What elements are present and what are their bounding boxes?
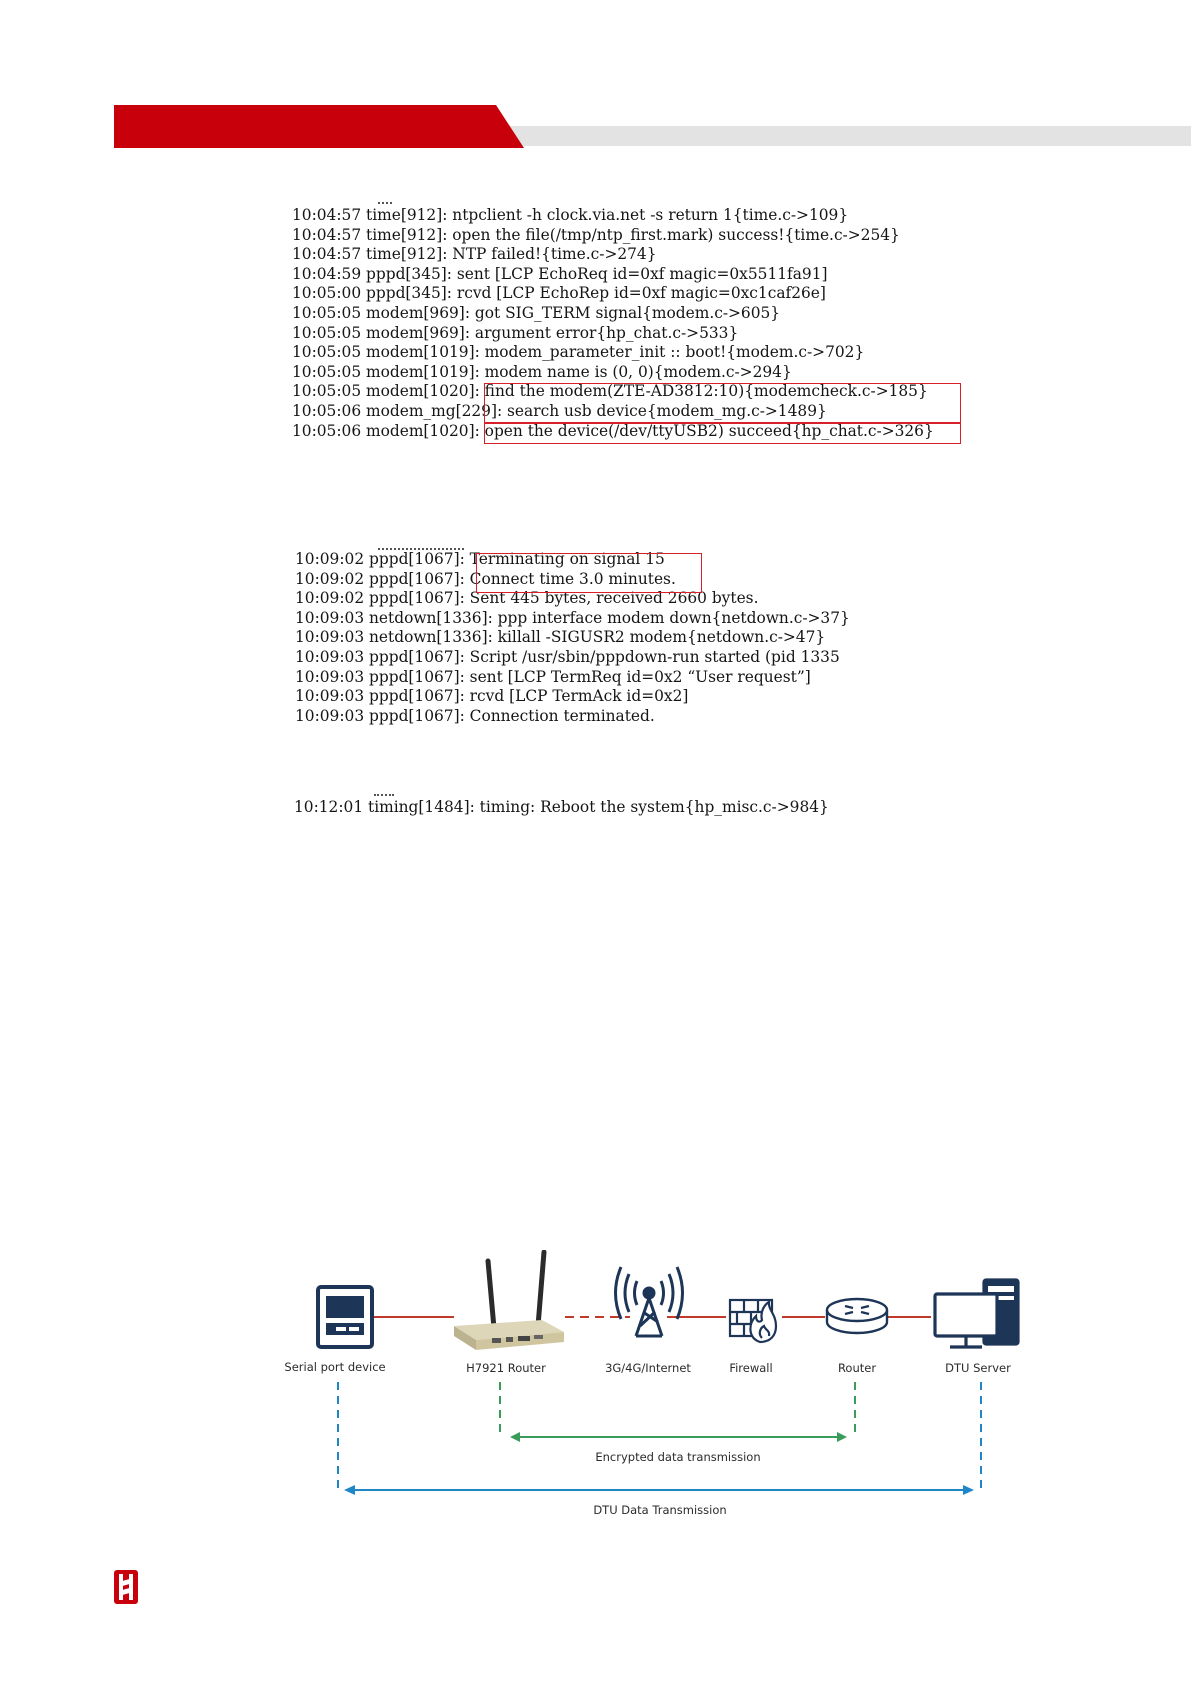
log-1-line: 10:05:05 modem[1020]: find the modem(ZTE-AD3812:10){modemcheck.c->185} bbox=[292, 382, 928, 401]
log-1-line: 10:05:05 modem[969]: argument error{hp_chat.c->533} bbox=[292, 323, 739, 342]
log-1-line: 10:04:57 time[912]: NTP failed!{time.c->274} bbox=[292, 245, 657, 264]
label-dtu-server: DTU Server bbox=[945, 1361, 1011, 1375]
firewall-icon bbox=[730, 1300, 776, 1342]
log-2-line: 10:09:03 pppd[1067]: Connection terminated. bbox=[295, 706, 655, 725]
dtu-transmission-label: DTU Data Transmission bbox=[593, 1503, 727, 1517]
dtu-arrow bbox=[344, 1485, 974, 1495]
network-diagram bbox=[270, 1250, 1030, 1520]
header-gray-bar bbox=[494, 126, 1191, 146]
log-1-line: 10:05:05 modem[969]: got SIG_TERM signal{modem.c->605} bbox=[292, 303, 781, 322]
label-serial-port-device: Serial port device bbox=[284, 1360, 386, 1374]
server-icon bbox=[935, 1280, 1018, 1347]
log-1-line: 10:04:57 time[912]: ntpclient -h clock.via.net -s return 1{time.c->109} bbox=[292, 206, 849, 224]
log-2-line: 10:09:02 pppd[1067]: Sent 445 bytes, received 2660 bytes. bbox=[295, 589, 759, 608]
log-1-top-cutoff bbox=[378, 202, 392, 205]
log-1-line: 10:04:59 pppd[345]: sent [LCP EchoReq id=0xf magic=0x5511fa91] bbox=[292, 264, 828, 283]
log-1-line: 10:04:57 time[912]: open the file(/tmp/ntp_first.mark) success!{time.c->254} bbox=[292, 225, 900, 244]
log-3-top-cutoff bbox=[374, 794, 394, 797]
label-internet: 3G/4G/Internet bbox=[605, 1361, 691, 1375]
log-1-line: 10:05:06 modem_mg[229]: search usb device{modem_mg.c->1489} bbox=[292, 401, 827, 420]
log-2-line: 10:09:03 netdown[1336]: ppp interface modem down{netdown.c->37} bbox=[295, 608, 850, 627]
log-block-3 bbox=[294, 798, 829, 818]
log-2-line: 10:09:03 pppd[1067]: Script /usr/sbin/pppdown-run started (pid 1335 bbox=[295, 647, 840, 666]
log-2-highlight-box bbox=[476, 553, 702, 593]
log-2-line: 10:09:02 pppd[1067]: Connect time 3.0 minutes. bbox=[295, 569, 676, 588]
log-3-line: 10:12:01 timing[1484]: timing: Reboot the system{hp_misc.c->984} bbox=[294, 798, 829, 816]
log-2-line: 10:09:02 pppd[1067]: Terminating on signal 15 bbox=[295, 550, 665, 568]
log-1-highlight-box-b bbox=[484, 422, 961, 444]
log-2-line: 10:09:03 pppd[1067]: sent [LCP TermReq id=0x2 “User request”] bbox=[295, 667, 811, 686]
header-red-bar bbox=[114, 105, 524, 148]
encrypted-arrow bbox=[510, 1432, 847, 1442]
router-device-icon bbox=[454, 1252, 564, 1350]
label-h7921-router: H7921 Router bbox=[466, 1361, 546, 1375]
header-band bbox=[114, 105, 1080, 148]
log-2-line: 10:09:03 netdown[1336]: killall -SIGUSR2 modem{netdown.c->47} bbox=[295, 628, 826, 647]
router-icon bbox=[827, 1299, 887, 1333]
encrypted-transmission-label: Encrypted data transmission bbox=[595, 1450, 761, 1464]
label-router: Router bbox=[837, 1361, 877, 1375]
log-2-line: 10:09:03 pppd[1067]: rcvd [LCP TermAck id=0x2] bbox=[295, 687, 689, 706]
log-1-line: 10:05:05 modem[1019]: modem_parameter_init :: boot!{modem.c->702} bbox=[292, 343, 865, 362]
serial-device-icon bbox=[318, 1287, 372, 1347]
log-1-highlight-box-a bbox=[484, 383, 961, 424]
log-1-line: 10:05:05 modem[1019]: modem name is (0, 0){modem.c->294} bbox=[292, 362, 792, 381]
log-1-line: 10:05:00 pppd[345]: rcvd [LCP EchoRep id=0xf magic=0xc1caf26e] bbox=[292, 284, 826, 303]
log-1-line: 10:05:06 modem[1020]: open the device(/dev/ttyUSB2) succeed{hp_chat.c->326} bbox=[292, 421, 934, 440]
company-logo bbox=[114, 1570, 138, 1604]
label-firewall: Firewall bbox=[729, 1361, 773, 1375]
cell-tower-icon bbox=[616, 1267, 683, 1336]
